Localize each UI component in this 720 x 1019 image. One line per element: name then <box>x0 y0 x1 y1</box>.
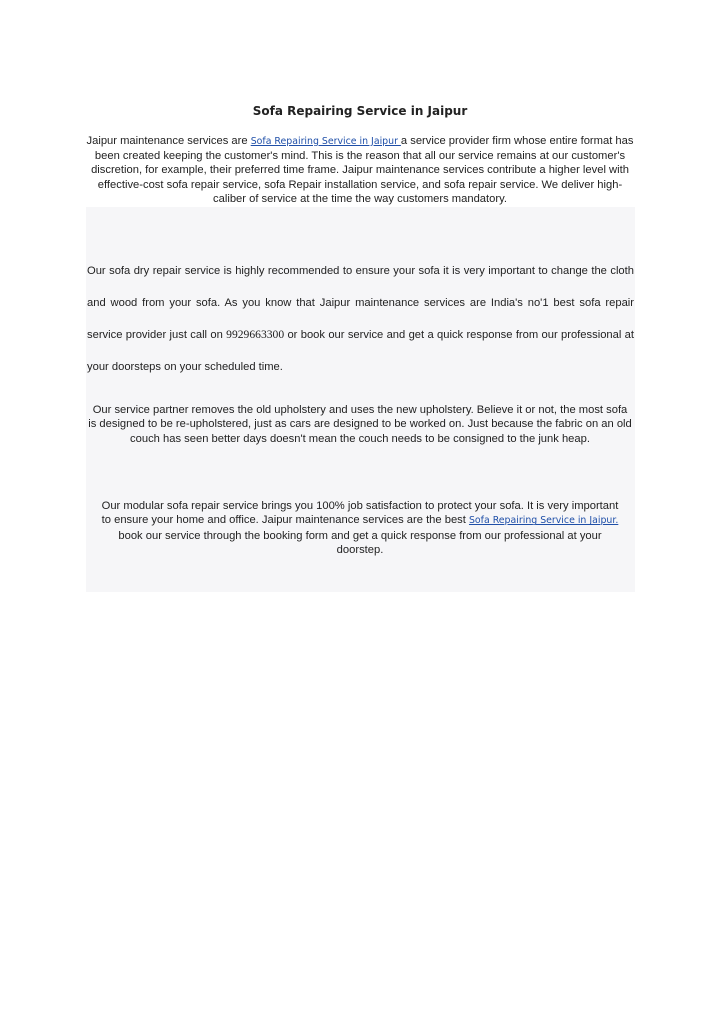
intro-paragraph <box>86 134 634 206</box>
modular-text-end: book our service through the booking form and get a quick response from our professional at your doorstep. <box>118 529 602 557</box>
modular-repair-paragraph <box>96 499 624 558</box>
modular-text-start: Our modular sofa repair service brings you 100% job satisfaction to protect your sofa. It is very important to ensure your home and office. Jaipur maintenance services are the best <box>101 500 619 527</box>
document-title: Sofa Repairing Service in Jaipur <box>252 104 468 118</box>
dry-repair-paragraph <box>87 256 634 384</box>
phone-number: 9929663300 <box>226 328 285 342</box>
upholstery-paragraph: Our service partner removes the old upholstery and uses the new upholstery. Believe it or not, the most sofa is designed to be re-upholstered, just as cars are designed to be worked on. Just because the fabric on an old couch has seen better days doesn't mean the couch needs to be consigned to the junk heap. <box>88 404 632 445</box>
intro-text-end: a service provider firm whose entire format has been created keeping the customer's mind. This is the reason that all our service remains at our customer's discretion, for example, their preferred time frame. Jaipur maintenance services contribute a higher level with effective-cost sofa repair service, sofa Repair installation service, and sofa repair service. We deliver high-caliber of service at the time the way customers mandatory. <box>91 135 634 205</box>
dry-repair-text-end: or book our service and get a quick response from our professional at your doorsteps on your scheduled time. <box>87 329 635 374</box>
intro-text-start: Jaipur maintenance services are <box>86 135 251 147</box>
dry-repair-text-start: Our sofa dry repair service is highly recommended to ensure your sofa it is very important to change the cloth and wood from your sofa. As you know that Jaipur maintenance services are India's no'1 best sofa repair service provider just call on <box>87 265 634 342</box>
sofa-repair-link[interactable]: Sofa Repairing Service in Jaipur <box>250 136 401 147</box>
sofa-repair-link-2[interactable]: Sofa Repairing Service in Jaipur. <box>468 515 619 527</box>
